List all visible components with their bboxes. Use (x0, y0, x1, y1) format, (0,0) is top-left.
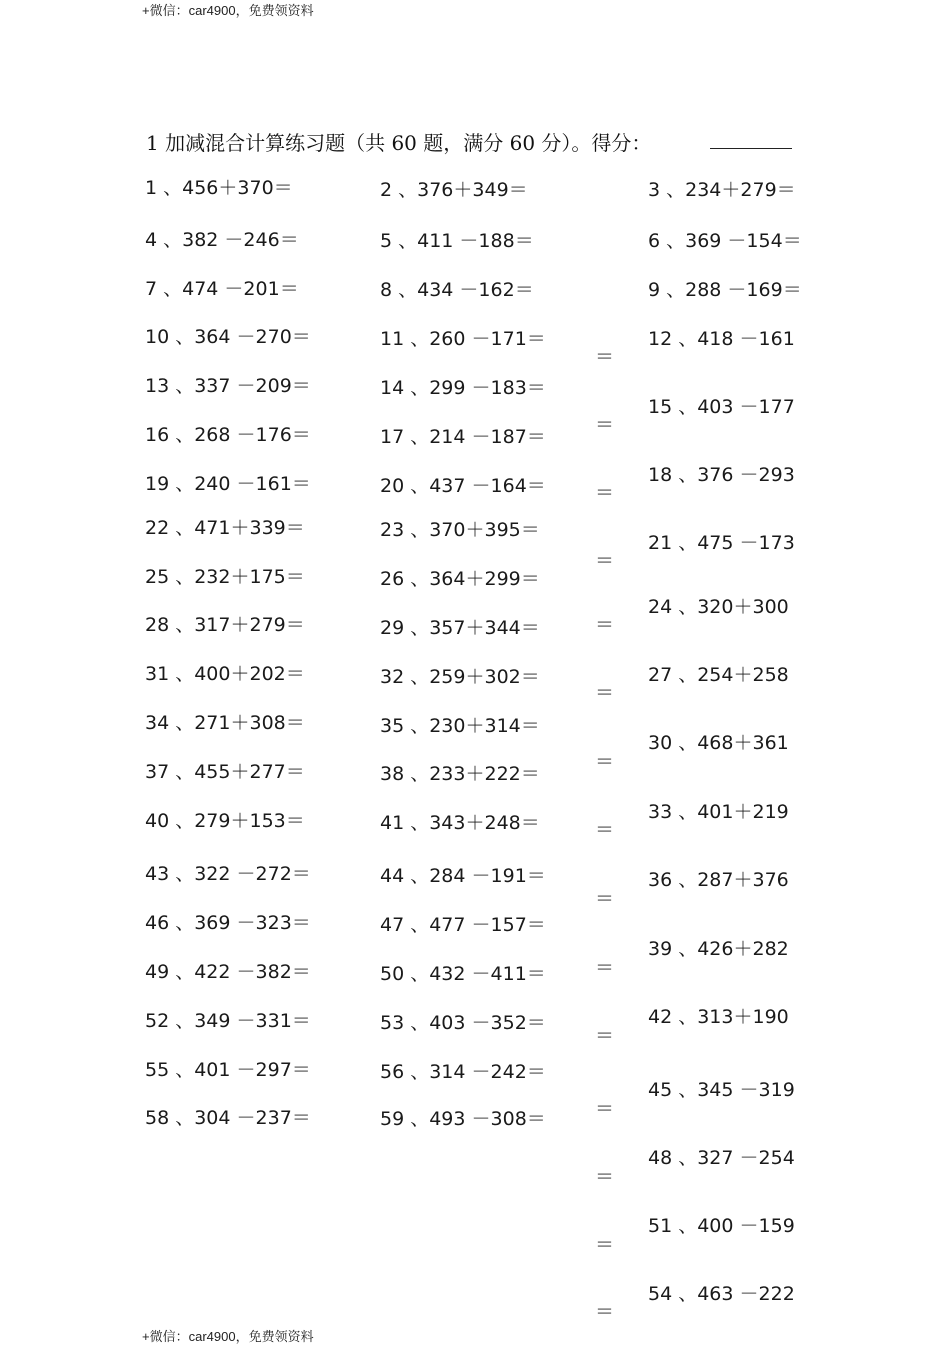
question-item: 43 、322 －272＝ (145, 863, 311, 885)
question-item: 34 、271＋308＝ (145, 712, 305, 734)
equals-sign: ＝ (595, 1025, 615, 1047)
question-item: 14 、299 －183＝ (380, 377, 546, 399)
question-item: 50 、432 －411＝ (380, 963, 546, 985)
question-item: 31 、400＋202＝ (145, 663, 305, 685)
question-item: 40 、279＋153＝ (145, 810, 305, 832)
question-item: 2 、376＋349＝ (380, 179, 528, 201)
question-item: 10 、364 －270＝ (145, 326, 311, 348)
question-item: 42 、313＋190 (648, 1006, 789, 1028)
watermark-top: +微信：car4900，免费领资料 (142, 3, 314, 18)
question-item: 47 、477 －157＝ (380, 914, 546, 936)
equals-sign: ＝ (595, 346, 615, 368)
question-item: 37 、455＋277＝ (145, 761, 305, 783)
watermark-bottom: +微信：car4900，免费领资料 (142, 1329, 314, 1344)
question-item: 32 、259＋302＝ (380, 666, 540, 688)
equals-sign: ＝ (595, 614, 615, 636)
question-item: 24 、320＋300 (648, 596, 789, 618)
question-item: 41 、343＋248＝ (380, 812, 540, 834)
question-item: 48 、327 －254 (648, 1147, 795, 1169)
question-item: 46 、369 －323＝ (145, 912, 311, 934)
question-item: 29 、357＋344＝ (380, 617, 540, 639)
question-item: 1 、456＋370＝ (145, 177, 293, 199)
question-item: 36 、287＋376 (648, 869, 789, 891)
question-item: 11 、260 －171＝ (380, 328, 546, 350)
question-item: 55 、401 －297＝ (145, 1059, 311, 1081)
equals-sign: ＝ (595, 1166, 615, 1188)
question-item: 3 、234＋279＝ (648, 179, 796, 201)
question-item: 8 、434 －162＝ (380, 279, 534, 301)
question-item: 38 、233＋222＝ (380, 763, 540, 785)
question-item: 4 、382 －246＝ (145, 229, 299, 251)
question-item: 20 、437 －164＝ (380, 475, 546, 497)
question-item: 23 、370＋395＝ (380, 519, 540, 541)
question-item: 17 、214 －187＝ (380, 426, 546, 448)
equals-sign: ＝ (595, 1098, 615, 1120)
question-item: 15 、403 －177 (648, 396, 795, 418)
equals-sign: ＝ (595, 550, 615, 572)
question-item: 30 、468＋361 (648, 732, 789, 754)
equals-sign: ＝ (595, 957, 615, 979)
equals-sign: ＝ (595, 1301, 615, 1323)
question-item: 49 、422 －382＝ (145, 961, 311, 983)
question-item: 9 、288 －169＝ (648, 279, 802, 301)
question-item: 53 、403 －352＝ (380, 1012, 546, 1034)
equals-sign: ＝ (595, 751, 615, 773)
question-item: 52 、349 －331＝ (145, 1010, 311, 1032)
question-item: 25 、232＋175＝ (145, 566, 305, 588)
score-blank-line (710, 148, 792, 149)
question-item: 6 、369 －154＝ (648, 230, 802, 252)
question-item: 33 、401＋219 (648, 801, 789, 823)
question-item: 21 、475 －173 (648, 532, 795, 554)
question-item: 58 、304 －237＝ (145, 1107, 311, 1129)
question-item: 19 、240 －161＝ (145, 473, 311, 495)
equals-sign: ＝ (595, 1234, 615, 1256)
question-item: 27 、254＋258 (648, 664, 789, 686)
question-item: 54 、463 －222 (648, 1283, 795, 1305)
question-item: 35 、230＋314＝ (380, 715, 540, 737)
equals-sign: ＝ (595, 819, 615, 841)
question-item: 5 、411 －188＝ (380, 230, 534, 252)
question-item: 56 、314 －242＝ (380, 1061, 546, 1083)
question-item: 45 、345 －319 (648, 1079, 795, 1101)
question-item: 12 、418 －161 (648, 328, 795, 350)
question-item: 18 、376 －293 (648, 464, 795, 486)
question-item: 51 、400 －159 (648, 1215, 795, 1237)
equals-sign: ＝ (595, 682, 615, 704)
question-item: 44 、284 －191＝ (380, 865, 546, 887)
question-item: 22 、471＋339＝ (145, 517, 305, 539)
question-item: 26 、364＋299＝ (380, 568, 540, 590)
equals-sign: ＝ (595, 482, 615, 504)
question-item: 59 、493 －308＝ (380, 1108, 546, 1130)
equals-sign: ＝ (595, 888, 615, 910)
question-item: 16 、268 －176＝ (145, 424, 311, 446)
question-item: 28 、317＋279＝ (145, 614, 305, 636)
question-item: 7 、474 －201＝ (145, 278, 299, 300)
question-item: 39 、426＋282 (648, 938, 789, 960)
worksheet-title: 1 加减混合计算练习题（共 60 题，满分 60 分）。得分： (146, 131, 652, 155)
equals-sign: ＝ (595, 414, 615, 436)
question-item: 13 、337 －209＝ (145, 375, 311, 397)
